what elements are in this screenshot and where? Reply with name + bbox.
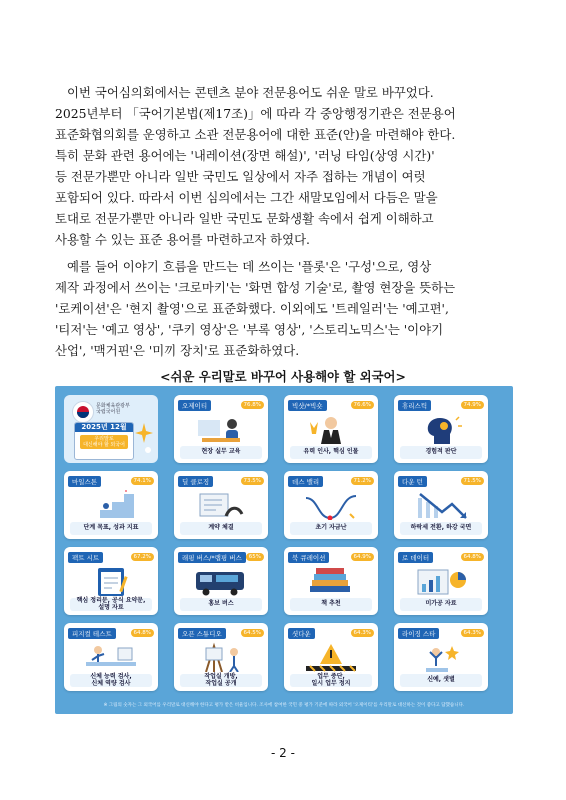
percent-badge: 74.1% [131,477,154,485]
term-tile-header [178,475,264,487]
government-emblem-icon [72,401,94,423]
foreign-term: 라이징 스타 [398,628,439,639]
paragraph-2 [55,256,513,361]
percent-badge: 64.8% [461,553,484,561]
korean-replacement: 단계 목표, 성과 지표 [70,522,152,535]
foreign-term: 북 큐레이션 [288,552,329,563]
infographic-header-tile [64,395,158,463]
thinking-head-icon [412,414,470,444]
korean-replacement: 유력 인사, 핵심 인물 [290,446,372,459]
korean-replacement: 현장 실무 교육 [180,446,262,459]
foreign-term: 팩트 시트 [68,552,103,563]
korean-replacement: 초기 자금난 [290,522,372,535]
foreign-term: 딜 클로징 [178,476,213,487]
rising-star-icon [412,642,470,672]
vip-icon [302,414,360,444]
foreign-term: 셧다운 [288,628,315,639]
foreign-term: 래핑 버스/*랩핑 버스 [178,552,246,563]
term-tile [394,547,488,615]
percent-badge: 73.5% [241,477,264,485]
infographic-date: 2025년 12월 [75,423,133,432]
percent-badge: 71.2% [351,477,374,485]
percent-badge: 71.5% [461,477,484,485]
korean-replacement: 계약 체결 [180,522,262,535]
foreign-term: 다운 턴 [398,476,427,487]
korean-replacement: 홍보 버스 [180,598,262,611]
percent-badge: 76.8% [241,401,264,409]
text-line: 표준화협의회를 운영하고 소관 전문용어에 대한 표준(안)을 마련해야 한다. [55,127,456,142]
foreign-term: 빅샷/*빅숏 [288,400,327,411]
term-tile [174,547,268,615]
text-line: 이번 국어심의회에서는 콘텐츠 분야 전문용어도 쉬운 말로 바꾸었다. [67,85,434,100]
text-line: '티저'는 '예고 영상', '쿠키 영상'은 '부록 영상', '스토리노믹스'는 '이야기 [55,322,444,337]
text-line: 산업', '맥거핀'은 '미끼 장치'로 표준화하였다. [55,343,300,358]
percent-badge: 64.8% [131,629,154,637]
korean-replacement: 작업실 개방, 작업실 공개 [180,674,262,687]
foreign-term: 로 데이터 [398,552,433,563]
percent-badge: 64.3% [351,629,374,637]
term-tile-header [178,399,264,411]
infographic-grid [64,395,504,692]
korean-replacement: 미가공 자료 [400,598,482,611]
text-line: 제작 과정에서 쓰이는 '크로마키'는 '화면 합성 기술'로, 촬영 현장을 뜻하는 [55,280,456,295]
term-tile-header [398,551,484,563]
stairs-icon [82,490,140,520]
sparkle-icon [134,419,154,457]
handshake-icon [192,490,250,520]
term-tile [394,395,488,463]
calendar-icon [74,422,134,460]
term-tile-header [178,551,264,563]
fitness-test-icon [82,642,140,672]
figure-caption: <쉬운 우리말로 바꾸어 사용해야 할 외국어> [160,369,406,384]
percent-badge: 64.9% [351,553,374,561]
page-number: - 2 - [271,746,295,760]
korean-replacement: 책 추천 [290,598,372,611]
text-line: 포함되어 있다. 따라서 이번 심의에서는 그간 새말모임에서 다듬은 말을 [55,190,438,205]
books-icon [302,566,360,596]
infographic-footnote: ※ 그림의 숫자는 그 외국어를 우리말로 대신해야 한다고 평가 받은 비율입니다. 조사에 참여한 국민 중 평가 기준에 따라 외국어 '오제이티'를 우리말로 대신하는 것이 좋다고 답했습니다. [103,703,465,708]
term-tile [284,547,378,615]
bus-icon [192,566,250,596]
easel-icon [192,642,250,672]
term-tile-header [288,551,374,563]
text-line: 사용할 수 있는 표준 용어를 마련하고자 하였다. [55,232,310,247]
term-tile [174,471,268,539]
curve-icon [302,490,360,520]
term-tile [174,623,268,691]
term-tile-header [398,475,484,487]
korean-replacement: 핵심 정리문, 공식 요약문, 설명 자료 [70,598,152,611]
term-tile [64,471,158,539]
percent-badge: 65% [246,553,264,561]
foreign-term: 오제이티 [178,400,211,411]
infographic-subtitle: 우리말로 대신해야 할 외국어 [80,435,128,449]
term-tile [174,395,268,463]
text-line: 특히 문화 관련 용어에는 '내레이션(장면 해설)', '러닝 타임(상영 시간)' [55,148,435,163]
percent-badge: 74.9% [461,401,484,409]
term-tile-header [288,399,374,411]
barrier-icon [302,642,360,672]
term-tile-header [398,627,484,639]
percent-badge: 64.3% [461,629,484,637]
infographic [55,386,513,714]
text-line: 등 전문가뿐만 아니라 일반 국민도 일상에서 자주 접하는 개념이 여럿 [55,169,426,184]
data-chart-icon [412,566,470,596]
percent-badge: 76.6% [351,401,374,409]
term-tile [284,395,378,463]
term-tile-header [398,399,484,411]
term-tile [284,623,378,691]
text-line: '로케이션'은 '현지 촬영'으로 표준화했다. 이외에도 '트레일러'는 '예고편', [55,301,449,316]
term-tile-header [68,627,154,639]
foreign-term: 데스 밸리 [288,476,323,487]
foreign-term: 마일스톤 [68,476,101,487]
korean-replacement: 신체 능력 검사, 신체 역량 검사 [70,674,152,687]
text-line: 예를 들어 이야기 흐름을 만드는 데 쓰이는 '플롯'은 '구성'으로, 영상 [67,259,432,274]
text-line: 2025년부터 「국어기본법(제17조)」에 따라 각 중앙행정기관은 전문용어 [55,106,456,121]
term-tile [64,547,158,615]
korean-replacement: 경험적 판단 [400,446,482,459]
paragraph-1 [55,82,513,250]
term-tile [394,471,488,539]
training-icon [192,414,250,444]
term-tile [394,623,488,691]
percent-badge: 64.5% [241,629,264,637]
percent-badge: 67.2% [131,553,154,561]
text-line: 토대로 전문가뿐만 아니라 일반 국민도 문화생활 속에서 쉽게 이해하고 [55,211,434,226]
term-tile-header [68,551,154,563]
term-tile [64,623,158,691]
foreign-term: 오픈 스튜디오 [178,628,226,639]
clipboard-icon [82,566,140,596]
term-tile [284,471,378,539]
org-name: 문화체육관광부 국립국어원 [96,403,130,415]
term-tile-header [288,627,374,639]
foreign-term: 휴리스틱 [398,400,431,411]
korean-replacement: 신예, 샛별 [400,674,482,687]
term-tile-header [288,475,374,487]
term-tile-header [68,475,154,487]
downtrend-icon [412,490,470,520]
term-tile-header [178,627,264,639]
korean-replacement: 업무 중단, 일시 업무 정지 [290,674,372,687]
foreign-term: 피지컬 테스트 [68,628,116,639]
korean-replacement: 하락세 전환, 하강 국면 [400,522,482,535]
